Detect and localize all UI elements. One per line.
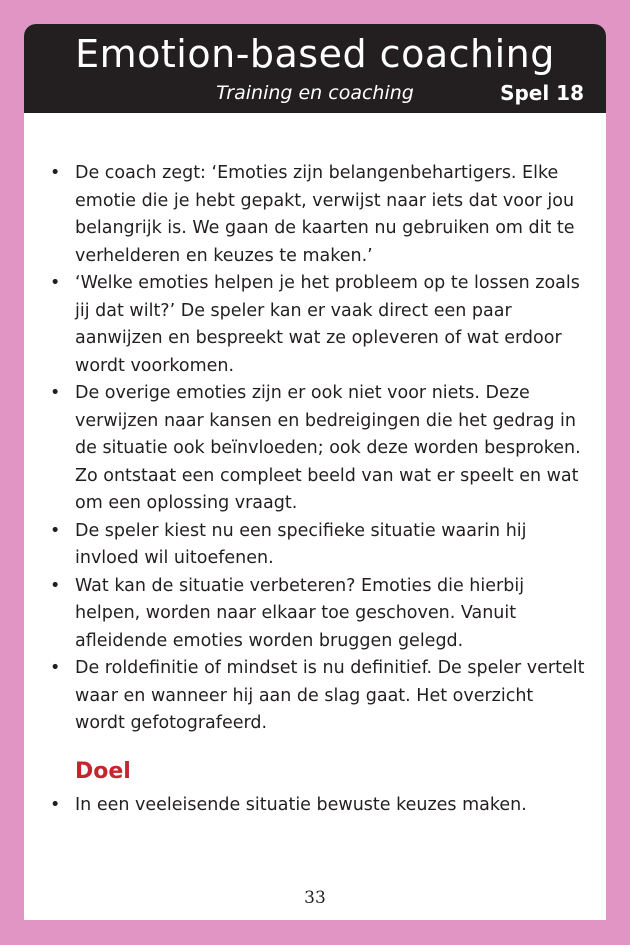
card-subtitle: Training en coaching — [216, 82, 414, 104]
list-item: • De overige emoties zijn er ook niet voor niets. Deze verwijzen naar kansen en bedreigingen die het gedrag in de situatie ook beïnvloeden; ook deze worden besproken. Zo ontstaat een compleet beeld van wat er speelt en wat om een oplossing vraagt. — [48, 380, 588, 518]
list-item: • In een veeleisende situatie bewuste keuzes maken. — [48, 792, 588, 820]
list-item: • De coach zegt: ‘Emoties zijn belangenbehartigers. Elke emotie die je hebt gepakt, verwijst naar iets dat voor jou belangrijk is. We gaan de kaarten nu gebruiken om dit te verhelderen en keuzes te maken.’ — [48, 160, 588, 270]
card-content — [48, 160, 588, 819]
list-item: • De roldefinitie of mindset is nu definitief. De speler vertelt waar en wanneer hij aan de slag gaat. Het overzicht wordt gefotografeerd. — [48, 655, 588, 738]
list-item: • De speler kiest nu een specifieke situatie waarin hij invloed wil uitoefenen. — [48, 518, 588, 573]
game-number: Spel 18 — [500, 81, 584, 105]
goal-list — [48, 792, 588, 820]
card-header — [24, 24, 606, 113]
card-title: Emotion-based coaching — [75, 32, 555, 76]
goal-heading: Doel — [75, 758, 131, 784]
list-item: • ‘Welke emoties helpen je het probleem op te lossen zoals jij dat wilt?’ De speler kan er vaak direct een paar aanwijzen en bespreekt wat ze opleveren of wat erdoor wordt voorkomen. — [48, 270, 588, 380]
instruction-list — [48, 160, 588, 738]
game-card — [24, 24, 606, 920]
list-item: • Wat kan de situatie verbeteren? Emoties die hierbij helpen, worden naar elkaar toe geschoven. Vanuit afleidende emoties worden bruggen gelegd. — [48, 573, 588, 656]
page-number: 33 — [304, 888, 326, 908]
